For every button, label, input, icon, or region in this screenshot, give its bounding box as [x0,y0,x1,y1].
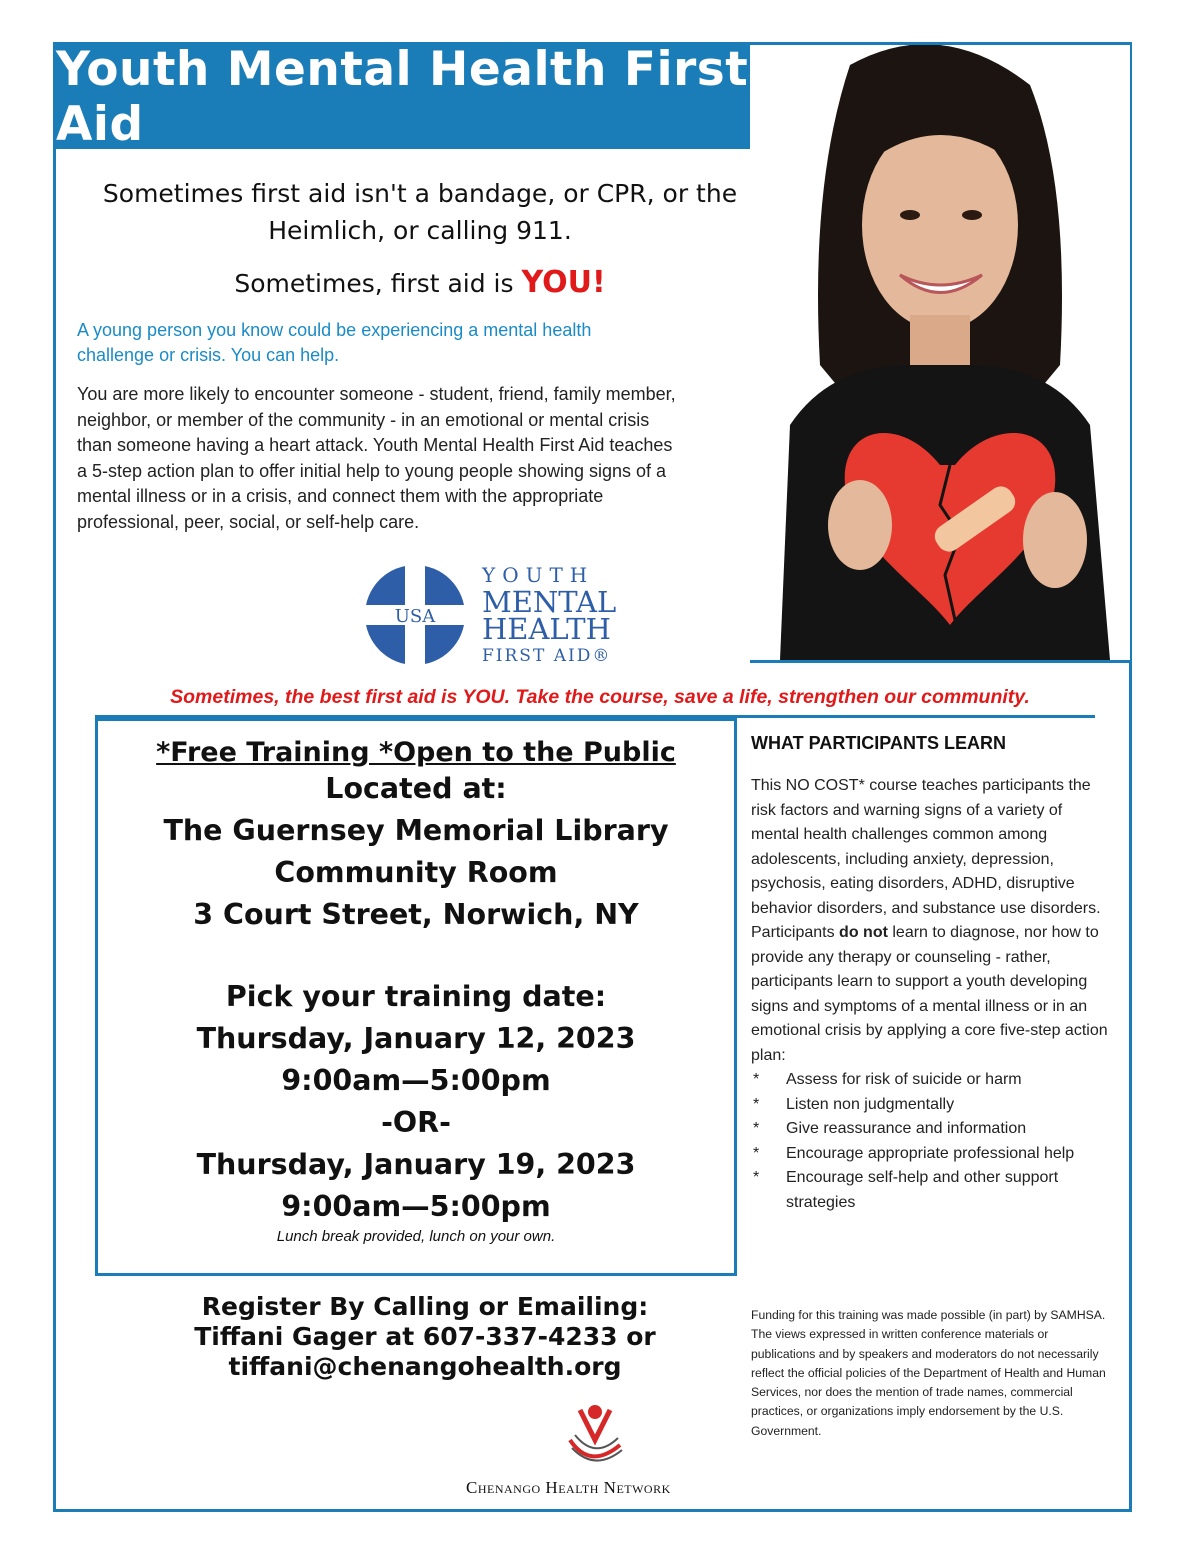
pick-date-label: Pick your training date: [225,980,607,1013]
funding-disclaimer: Funding for this training was made possible (in part) by SAMHSA. The views expressed in written conference materials or publications and by speakers and moderators do not necessarily reflect the official policies of the Department of Health and Human Services, nor does the mention of trade names, commercial practices, or organizations imply endorsement by the U.S. Government. [751,1308,1106,1438]
address: 3 Court Street, Norwich, NY [193,898,639,931]
time-1: 9:00am—5:00pm [281,1064,551,1097]
step-text: Encourage appropriate professional help [786,1144,1075,1162]
learn-para-2-a: Participants [751,924,840,941]
hero-you-line [80,265,760,300]
page-title: Youth Mental Health First Aid [56,45,807,149]
woman-heart-photo [750,45,1130,663]
hero-line: Sometimes first aid isn't a bandage, or CPR, or the Heimlich, or calling 911. [102,179,738,245]
step-text: Encourage self-help and other support strategies [786,1169,1059,1211]
list-item [751,1142,1111,1167]
register-heading: Register By Calling or Emailing: [201,1292,649,1321]
step-text: Assess for risk of suicide or harm [786,1071,1022,1088]
free-training-heading: *Free Training *Open to the Public [156,737,676,768]
located-label: Located at: [325,772,507,805]
ymhfa-logo-text [482,562,616,670]
register-phone: Tiffani Gager at 607-337-4233 or [194,1322,656,1351]
date-1: Thursday, January 12, 2023 [196,1022,636,1055]
chenango-logo-icon [560,1400,630,1470]
org-name: Chenango Health Network [466,1478,671,1497]
register-info [95,1292,755,1382]
event-details [95,718,737,1276]
hero-you-prefix: Sometimes, first aid is [234,269,522,298]
list-item [751,1093,1111,1118]
or-separator: -OR- [381,1106,451,1139]
logo-line-3: HEALTH [482,612,611,646]
bullet: * [753,1120,760,1137]
learn-para-2 [751,921,1111,1068]
register-email: tiffani@chenangohealth.org [228,1352,622,1381]
body-text: You are more likely to encounter someone - student, friend, family member, neighbor, or member of the community - in an emotional or mental crisis than someone having a heart attack. Youth Mental Health First Aid teaches a 5-step action plan to offer initial help to young people showing signs of a mental illness or in a crisis, and connect them with the appropriate professional, peer, social, or self-help care. [77,384,676,532]
bullet: * [753,1144,760,1162]
bullet: * [753,1071,760,1088]
intro-text: A young person you know could be experiencing a mental health challenge or crisis. You can help. [77,320,592,365]
slogan: Sometimes, the best first aid is YOU. Take the course, save a life, strengthen our community. [170,686,1030,708]
logo-line-1: YOUTH [482,563,595,587]
learn-heading: WHAT PARTICIPANTS LEARN [751,733,1006,753]
date-2: Thursday, January 19, 2023 [196,1148,636,1181]
learn-para-1: This NO COST* course teaches participants the risk factors and warning signs of a variety of mental health challenges common among adolescents, including anxiety, depression, psychosis, eating disorders, ADHD, disruptive behavior disorders, and substance use disorders. [751,777,1101,917]
step-text: Give reassurance and information [786,1120,1027,1137]
logo-line-2: MENTAL [482,585,617,619]
bullet: * [753,1095,760,1113]
lunch-note: Lunch break provided, lunch on your own. [276,1228,556,1245]
learn-content [751,774,1111,1215]
time-2: 9:00am—5:00pm [281,1190,551,1223]
steps-list [751,1068,1111,1215]
list-item [751,1117,1111,1142]
room: Community Room [274,856,558,889]
step-text: Listen non judgmentally [786,1095,955,1113]
bullet: * [753,1169,760,1186]
list-item [751,1068,1111,1093]
learn-para-2-bold: do not [839,924,888,941]
hero-you-emphasis: YOU! [521,265,606,300]
logo-line-4: FIRST AID® [482,646,612,666]
venue: The Guernsey Memorial Library [163,814,669,847]
learn-para-2-c: learn to diagnose, nor how to provide any therapy or counseling - rather, participants learn to support a youth developing signs and symptoms of a mental illness or in an emotional crisis by applying a core five-step action plan: [751,924,1108,1064]
list-item [751,1166,1111,1215]
logo-badge: USA [394,606,436,627]
